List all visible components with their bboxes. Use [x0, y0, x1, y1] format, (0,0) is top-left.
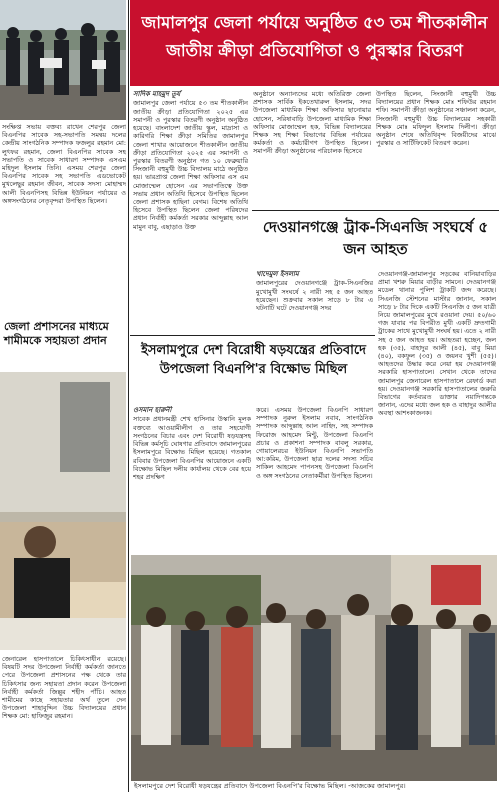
dewanganj-article-col2: দেওয়ানগঞ্জ-জামালপুর সড়কের বানিয়াবাড়ির প্রামা খশরু মিয়ার বাড়ীর সামনে। দেওয়ানগঞ্জ মডেল থানার পুলিশ ট্রাকটি জব্দ করেছে। সিএনজি স্টেশনের মাস্টার জানান, সকাল সাড়ে ৮ টার দিকে একটি সিএনজি ৫ জন যাত্রী নিয়ে জামালপুরের মুখে রওয়ানা দেয়। ৫০/৬০ গজ যাবার পর বিপরীত মুখী একটি দ্রুতগামী ট্রাকের সাথে মুখোমুখী সংঘর্ষ হয়। এতে ২ নারী সহ ৫ জন আহত হয়। আহতরা হচ্ছেন, জল হক (৩৫), বাহাদুর আলী (৪৫), বাবু মিয়া (৪০), বকফুল (৩৫) ও জয়নব খুশী (৫৫)। আহতদের উদ্ধার করে নেয়া হয় দেওয়ানগঞ্জ সরকারি হাসপাতালে। সেখান থেকে তাদের জামালপুর জেনারেল হাসপাতালে রেফার্ড করা হয়। দেওয়ানগঞ্জ সরকারি হাসপাতালের জরুরি বিভাগের কর্তব্যরত ডাক্তার নয়াদিগন্তকে জানান, এদের মধ্যে জল হক ও বাহাদুর আলীর অবস্থা আশংকাজনক।: [378, 270, 496, 418]
left-bottom-article: জেনারেল হাসপাতালে চিকিৎসাধীন রয়েছে। বিষয়টি সদর উপজেলা নির্বাহী কর্মকর্তা জানতে পেরে উপজেলা প্রশাসনের পক্ষ থেকে তার চিকিৎসার জন্য সহায়তা প্রদান করেন উপজেলা নির্বাহী কর্মকর্তা জিল্লুর শহীদ পাঁচি। আহত শামীমের কাছে সহায়তার অর্থ তুলে দেন উপজেলা শাহাবুদ্দিন উচ্চ বিদ্যালয়ের প্রধান শিক্ষক মো: হাফিজুর রহমান।: [2, 655, 126, 721]
dewanganj-article-col1: [256, 270, 373, 332]
sports-text-col1: জামালপুর জেলা পর্যায়ে ৫৩ তম শীতকালীন জাতীয় ক্রীড়া প্রতিযোগিতা ২০২৫ এর সমাপনী ও পুরস্কার বিতরণী অনুষ্ঠান অনুষ্ঠিত হয়েছে। বাংলাদেশ জাতীয় স্কুল, মাদ্রাসা ও কারিগরি শিক্ষা ক্রীড়া সমিতির জামালপুর জেলা শাখার আয়োজনে শীতকালীন জাতীয় ক্রীড়া প্রতিযোগিতা ২০২৫ এর সমাপনী ও পুরস্কার বিতরণী অনুষ্ঠান গত ১০ ফেব্রুয়ারি সিংজানী বহুমুখী উচ্চ বিদ্যালয় মাঠে অনুষ্ঠিত হয়। ভারপ্রাপ্ত জেলা শিক্ষা অফিসার এস এম মোজাম্মেল হোসেন এর সভাপতিত্বে উক্ত সভায় প্রধান অতিথি হিসেবে উপস্থিত ছিলেন জেলা প্রশাসক হাছিনা বেগম। বিশেষ অতিথি হিসেবে উপস্থিত ছিলেন জেলা পরিষদের প্রধান নির্বাহী কর্মকর্তা সরকার আব্দুল্লাহ আল মামুন বাবু, এছাড়াও উক্ত: [133, 99, 248, 231]
left-red-headline-text: জেলা প্রশাসনের মাধ্যমে শামীমকে সহায়তা প্রদান: [4, 320, 109, 347]
protest-photo-caption: [131, 781, 497, 792]
left-bottom-photo: [0, 372, 126, 650]
islampur-article-col2: করে। এসময় উপজেলা বিএনপি সাধারণ সম্পাদক নুরুল ইসলাম নবাব, সাংগঠনিক সম্পাদক আব্দুল্লাহ আল নাহিদ, সহ সম্পাদক ফিরোজ আহমেদ মিন্টু, উপজেলা বিএনপি প্রচার ও প্রকাশনা সম্পাদক বাবলু সরকার, গোয়ালেরচর ইউনিয়ন বিএনপি সভাপতি আ:করিম, উপজেলা ছাত্র দলের সদস্য সচিব সাকিল আহমেদ পাপনসহ উপজেলা বিএনপি ও অঙ্গ সংগঠনের নেতাকর্মীরা উপস্থিত ছিলেন।: [256, 406, 373, 480]
mid-rule: [130, 335, 375, 336]
dewanganj-headline-text: দেওয়ানগঞ্জে ট্রাক-সিএনজি সংঘর্ষে ৫ জন আহত: [262, 218, 489, 258]
islampur-headline-text: ইসলামপুরে দেশ বিরোধী ষড়যন্ত্রের প্রতিবাদে উপজেলা বিএনপি'র বিক্ষোভ মিছিল: [141, 343, 366, 377]
islampur-text-col1: সাবেক প্রধানমন্ত্রী শেখ হাসিনার উস্কানি মূলক বক্তব্যে আওয়ামীলীগ ও তার সহযোগী সংগঠনের বিচার এবং দেশ বিরোধী ষড়যন্ত্রসহ বিভিন্ন কর্মসূচি ঘোষণার প্রতিবাদে জামালপুরের ইসলামপুরে বিক্ষোভ মিছিল হয়েছে। গতকাল রবিবার উপজেলা বিএনপির আয়োজনে একটি বিক্ষোভ মিছিল দলীয় কার্যালয় থেকে বের হয়ে শহর প্রদক্ষিণ: [133, 415, 251, 481]
sports-article-col2: অনুষ্ঠানে অন্যান্যদের মধ্যে অতিরিক্ত জেলা প্রশাসক সার্বিক ইকতেখারুল ইসলাম, সদর উপজেলা মাধ্যমিক শিক্ষা অফিসার ছানোয়ার হোসেন, সরিষাবাড়ি উপজেলা মাধ্যমিক শিক্ষা অফিসার মোজাম্মেল হক, বিভিন্ন বিদ্যালয়ের শিক্ষক সহ শিক্ষা বিভাগের বিভিন্ন পর্যায়ের কর্মকর্তা ও কর্মচারীগণ উপস্থিত ছিলেন। সমাপনী ক্রীড়া অনুষ্ঠানের পরিচালক হিসেবে: [253, 90, 371, 156]
protest-photo-caption-text: ইসলামপুরে দেশ বিরোধী ষড়যন্ত্রের প্রতিবাদে উপজেলা বিএনপি'র বিক্ষোভ মিছিল। -আজকের জামালপুর।: [134, 782, 406, 790]
protest-photo: [131, 555, 497, 781]
left-top-photo: [0, 0, 126, 120]
sports-article-col1: [133, 90, 248, 330]
dewanganj-text-col1: জামালপুরের দেওয়ানগঞ্জে ট্রাক-সিএনজির মুখোমুখী সংঘর্ষে ২ নারী সহ ৫ জন আহত হয়েছেন। শুক্রবার সকাল সাড়ে ৮ টার এ ঘটনাটি ঘটে দেওয়ানগঞ্জ সদর: [256, 279, 373, 313]
left-top-article: সংক্ষিপ্ত সভায় বক্তব্য রাখেন শেরপুর জেলা বিএনপির সাবেক সহ-সভাপতি সমন্বয় দলের কেন্দ্রীয় সাংগঠনিক সম্পাদক ফজলুর রহমান মো: লুৎফর রহমান, জেলা বিএনপির সাবেক সহ সভাপতি ও সাবেক সাধারণ সম্পাদক এসএম মহিদুল ইসলাম তিনি। এসময় শেরপুর জেলা বিএনপির সাবেক সহ সভাপতি এডভোকেট মুখলেছুর রহমান জীবন, সাবেক সদস্য মোহাম্মদ আলী বিএনপিসহ বিভিন্ন ইউনিয়ন পর্যায়ের ও অঙ্গসংগঠনের নেতৃবৃন্দরা উপস্থিত ছিলেন।: [2, 123, 126, 205]
sports-byline: সাদিক মাহমুদ তূর্য: [133, 90, 181, 98]
islampur-article-col1: [133, 406, 251, 552]
islampur-byline: ওসমান হারুনী: [133, 406, 172, 414]
sports-article-col3: উপস্থিত ছিলেন, সিংজানী বহুমুখী উচ্চ বিদ্যালয়ের প্রধান শিক্ষক মোঃ শফিউর রহমান শফি। সমাপনী ক্রীড়া অনুষ্ঠানের সঞ্চালনা করেন, সিংজানী বহুমুখী উচ্চ বিদ্যালয়ের সহকারী শিক্ষক মোঃ মফিদুল ইসলাম দিলীপ। ক্রীড়া অনুষ্ঠান শেষে অতিথিবৃন্দ বিজয়ীদের মাঝে পুরস্কার ও সার্টিফিকেট বিতরণ করেন।: [376, 90, 496, 148]
islampur-headline: [132, 338, 375, 404]
main-headline-text: জামালপুর জেলা পর্যায়ে অনুষ্ঠিত ৫৩ তম শীতকালীন জাতীয় ক্রীড়া প্রতিযোগিতা ও পুরস্কার বিতরণ: [141, 13, 488, 60]
left-column-divider: [128, 0, 129, 792]
main-headline: [130, 0, 499, 86]
dewanganj-byline: খাদেমুল ইসলাম: [256, 270, 299, 278]
sports-rule: [252, 210, 499, 211]
dewanganj-headline: [252, 212, 499, 264]
left-red-headline: [0, 318, 126, 368]
